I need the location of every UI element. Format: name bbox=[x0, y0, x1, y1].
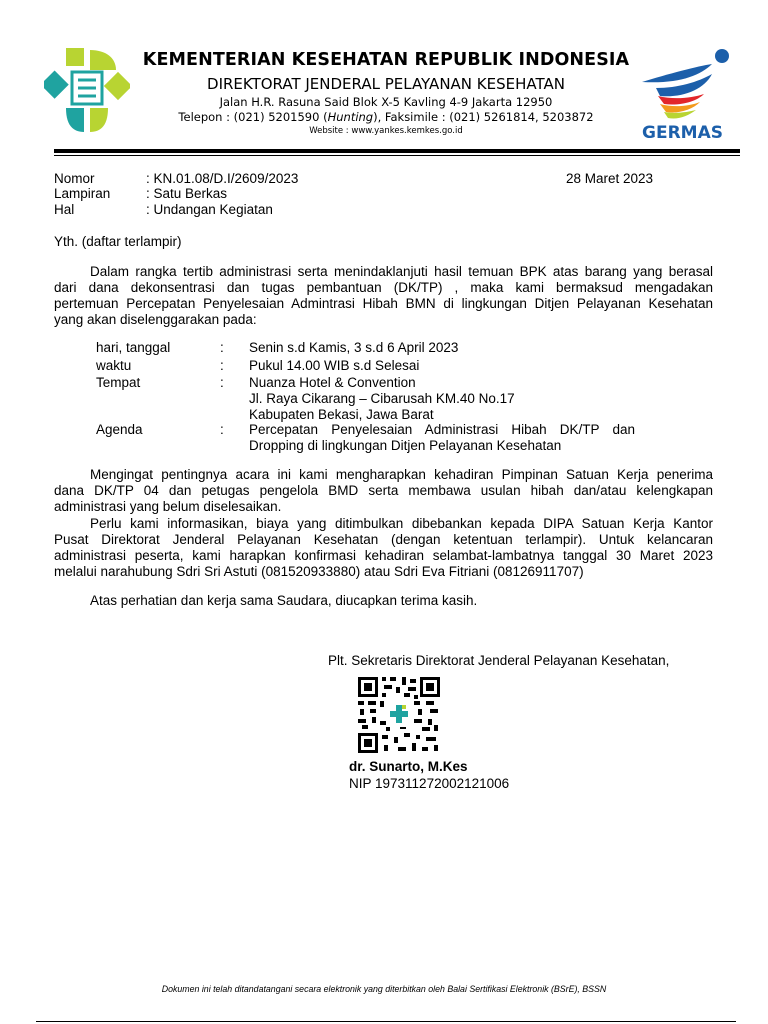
hari-label: hari, tanggal bbox=[96, 340, 171, 355]
agenda-line: Percepatan Penyelesaian Administrasi Hibah DK/TP dan bbox=[249, 422, 635, 437]
paragraph-line: administrasi yang belum diselesaikan. bbox=[54, 499, 282, 514]
letterhead-rule-thin bbox=[54, 155, 740, 156]
paragraph-request bbox=[54, 467, 713, 515]
svg-text:GERMAS: GERMAS bbox=[642, 123, 723, 143]
detail-colon: : bbox=[220, 375, 224, 390]
agenda-line: Dropping di lingkungan Ditjen Pelayanan Kesehatan bbox=[249, 438, 562, 453]
tempat-line: Kabupaten Bekasi, Jawa Barat bbox=[249, 407, 434, 422]
letterhead-website: Website : www.yankes.kemkes.go.id bbox=[309, 126, 463, 136]
nomor-label: Nomor bbox=[54, 171, 95, 186]
letterhead-ministry: KEMENTERIAN KESEHATAN REPUBLIK INDONESIA bbox=[142, 50, 630, 70]
letter-date: 28 Maret 2023 bbox=[566, 171, 654, 186]
paragraph-line: dana DK/TP 04 dan petugas pengelola BMD serta membawa usulan hibah dan/atau kelengkapan bbox=[54, 483, 713, 498]
paragraph-line: melalui narahubung Sdri Sri Astuti (081520933880) atau Sdri Eva Fitriani (08126911707) bbox=[54, 564, 584, 579]
paragraph-line: administrasi peserta, kami harapkan konfirmasi kehadiran selambat-lambatnya tanggal 30 Maret 2023 bbox=[54, 548, 713, 563]
lampiran-label: Lampiran bbox=[54, 186, 111, 201]
paragraph-intro bbox=[54, 264, 713, 328]
nomor-value: : KN.01.08/D.I/2609/2023 bbox=[146, 171, 299, 186]
tempat-label: Tempat bbox=[96, 375, 141, 390]
agenda-label: Agenda bbox=[96, 422, 143, 437]
tempat-line: Jl. Raya Cikarang – Cibarusah KM.40 No.17 bbox=[249, 391, 515, 406]
letterhead-directorate: DIREKTORAT JENDERAL PELAYANAN KESEHATAN bbox=[207, 75, 565, 93]
letterhead-address: Jalan H.R. Rasuna Said Blok X-5 Kavling 4-9 Jakarta 12950 bbox=[219, 95, 553, 109]
paragraph-line: Pusat Direktorat Jenderal Pelayanan Kesehatan (dengan ketentuan terlampir). Untuk kelancaran bbox=[54, 532, 713, 547]
letterhead-rule-thick bbox=[54, 149, 740, 153]
paragraph-line: pertemuan Percepatan Penyelesaian Admintrasi Hibah BMN di lingkungan Ditjen Pelayanan Kesehatan bbox=[54, 296, 713, 311]
detail-colon: : bbox=[220, 422, 224, 437]
paragraph-line: yang akan diselenggarakan pada: bbox=[54, 312, 257, 327]
paragraph-line: Perlu kami informasikan, biaya yang ditimbulkan dibebankan kepada DIPA Satuan Kerja Kantor bbox=[90, 516, 713, 531]
paragraph-line: Dalam rangka tertib administrasi serta menindaklanjuti hasil temuan BPK atas barang yang berasal bbox=[90, 264, 713, 279]
qr-code-signature bbox=[356, 675, 442, 755]
detail-colon: : bbox=[220, 358, 224, 373]
footer-rule bbox=[36, 1021, 736, 1022]
hal-label: Hal bbox=[54, 202, 75, 217]
recipient: Yth. (daftar terlampir) bbox=[54, 234, 182, 249]
closing-line: Atas perhatian dan kerja sama Saudara, diucapkan terima kasih. bbox=[90, 593, 478, 608]
waktu-label: waktu bbox=[96, 358, 132, 373]
kemenkes-logo bbox=[44, 46, 130, 138]
footer-bsre-note: Dokumen ini telah ditandatangani secara elektronik yang diterbitkan oleh Balai Sertifikasi Elektronik (BSrE), BSSN bbox=[161, 984, 607, 994]
letterhead-phone: Telepon : (021) 5201590 (Hunting), Faksimile : (021) 5261814, 5203872 bbox=[178, 110, 594, 124]
lampiran-value: : Satu Berkas bbox=[146, 186, 228, 201]
tempat-line: Nuanza Hotel & Convention bbox=[249, 375, 416, 390]
hal-value: : Undangan Kegiatan bbox=[146, 202, 273, 217]
detail-colon: : bbox=[220, 340, 224, 355]
signatory-name: dr. Sunarto, M.Kes bbox=[349, 759, 468, 774]
hari-value: Senin s.d Kamis, 3 s.d 6 April 2023 bbox=[249, 340, 459, 355]
signatory-nip: NIP 197311272002121006 bbox=[349, 776, 510, 791]
paragraph-line: Mengingat pentingnya acara ini kami mengharapkan kehadiran Pimpinan Satuan Kerja penerima bbox=[90, 467, 713, 482]
waktu-value: Pukul 14.00 WIB s.d Selesai bbox=[249, 358, 420, 373]
paragraph-cost bbox=[54, 516, 713, 580]
signatory-title: Plt. Sekretaris Direktorat Jenderal Pelayanan Kesehatan, bbox=[328, 653, 670, 668]
paragraph-line: dari dana dekonsentrasi dan tugas pembantuan (DK/TP) , maka kami bermaksud mengadakan bbox=[54, 280, 713, 295]
germas-logo bbox=[638, 44, 738, 144]
